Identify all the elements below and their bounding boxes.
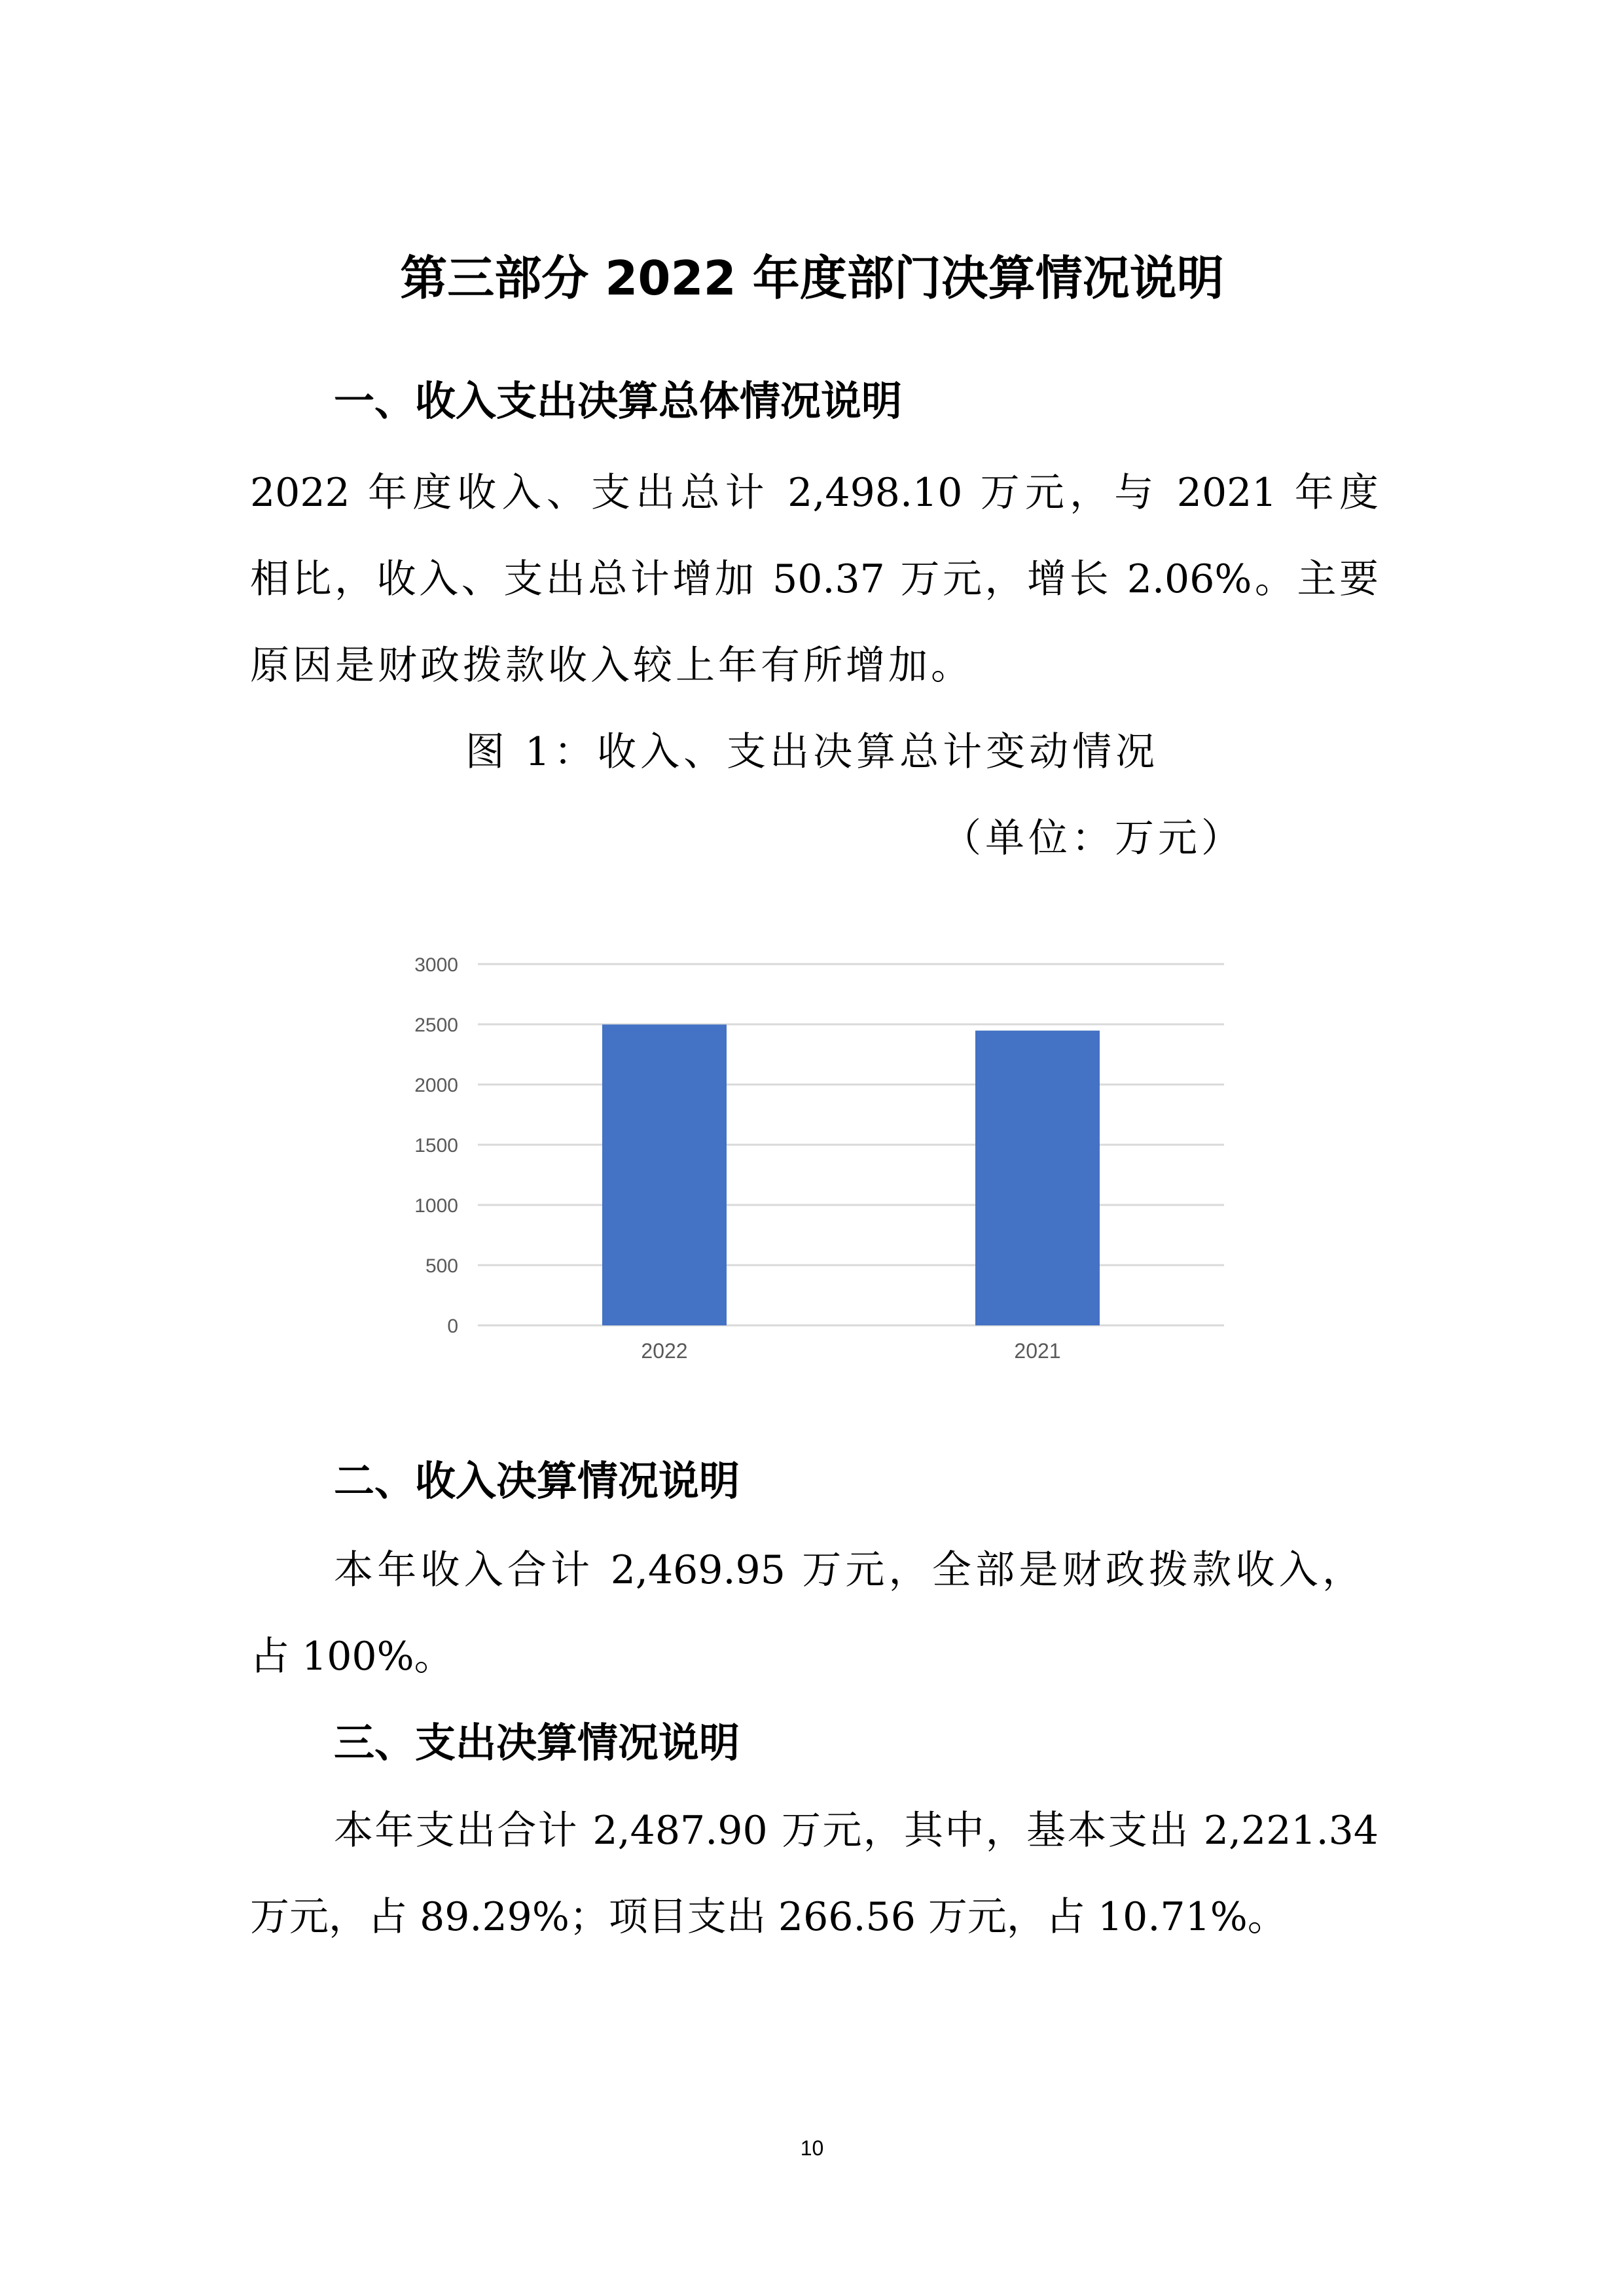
section-heading-3: 三、支出决算情况说明 <box>334 1719 740 1767</box>
y-tick-label: 2500 <box>414 1014 458 1036</box>
y-tick-label: 2000 <box>414 1075 458 1096</box>
bar-2021 <box>975 1031 1100 1325</box>
y-tick-label: 0 <box>447 1316 458 1337</box>
section-2-line-1: 本年收入合计 2,469.95 万元，全部是财政拨款收入， <box>334 1547 1362 1593</box>
y-tick-label: 3000 <box>414 954 458 976</box>
section-3-line-2: 万元，占 89.29%；项目支出 266.56 万元，占 10.71%。 <box>250 1894 1287 1940</box>
bar-2022 <box>602 1024 727 1325</box>
page-number: 10 <box>800 2136 824 2160</box>
section-3-line-1: 本年支出合计 2,487.90 万元，其中，基本支出 2,221.34 <box>334 1808 1379 1854</box>
section-heading-1: 一、收入支出决算总体情况说明 <box>334 377 903 425</box>
page-title: 第三部分 2022 年度部门决算情况说明 <box>400 251 1224 306</box>
x-tick-label: 2021 <box>1014 1339 1061 1363</box>
y-tick-label: 1000 <box>414 1195 458 1217</box>
figure-caption: 图 1：收入、支出决算总计变动情况 <box>465 729 1159 775</box>
section-1-line-2: 相比，收入、支出总计增加 50.37 万元，增长 2.06%。主要 <box>250 556 1379 602</box>
bar-chart <box>367 923 1257 1394</box>
section-1-line-3: 原因是财政拨款收入较上年有所增加。 <box>250 643 973 689</box>
section-1-line-1: 2022 年度收入、支出总计 2,498.10 万元，与 2021 年度 <box>250 470 1379 516</box>
section-heading-2: 二、收入决算情况说明 <box>334 1457 740 1505</box>
x-tick-label: 2022 <box>641 1339 688 1363</box>
figure-unit: （单位：万元） <box>942 816 1244 861</box>
y-tick-label: 1500 <box>414 1135 458 1157</box>
y-tick-label: 500 <box>425 1255 458 1277</box>
section-2-line-2: 占 100%。 <box>250 1634 454 1679</box>
